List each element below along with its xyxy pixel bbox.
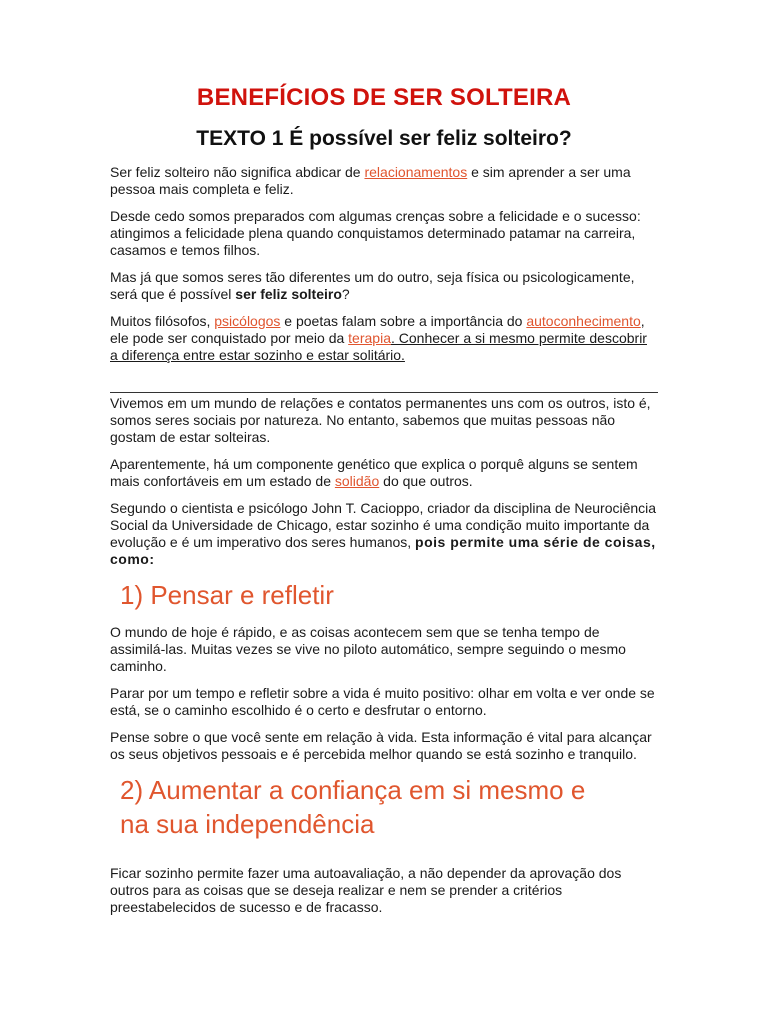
- paragraph-3: [110, 269, 658, 303]
- link-relacionamentos[interactable]: relacionamentos: [364, 164, 468, 180]
- text: Muitos filósofos,: [110, 313, 215, 329]
- paragraph-2: Desde cedo somos preparados com algumas crenças sobre a felicidade e o sucesso: atingimos a felicidade plena quando conquistamos determinado patamar na carreira, casamos e temos filhos.: [110, 208, 641, 258]
- document-content: [110, 82, 658, 926]
- paragraph-11: Ficar sozinho permite fazer uma autoavaliação, a não depender da aprovação dos outros para as coisas que se deseja realizar e nem se prender a critérios preestabelecidos de sucesso e de fracasso.: [110, 865, 622, 915]
- text: e poetas falam sobre a importância do: [280, 313, 527, 329]
- link-autoconhecimento[interactable]: autoconhecimento: [526, 313, 641, 329]
- divider: [110, 392, 658, 393]
- section-heading-1: 1) Pensar e refletir: [120, 580, 334, 610]
- bold-text: ser feliz solteiro: [235, 286, 342, 302]
- link-psicologos[interactable]: psicólogos: [214, 313, 281, 329]
- link-terapia[interactable]: terapia: [348, 330, 391, 346]
- paragraph-9: Parar por um tempo e refletir sobre a vida é muito positivo: olhar em volta e ver onde se está, se o caminho escolhido é o certo e desfrutar o entorno.: [110, 685, 655, 718]
- text: Segundo o cientista e psicólogo John T. Cacioppo, criador da disciplina de Neurociência Social da Universidade de Chicago, estar sozinho é uma condição muito importante da evolução e é um imperativo dos seres humanos,: [110, 500, 657, 550]
- paragraph-1: [110, 164, 658, 198]
- bold-text: pois permite uma série de coisas, como:: [110, 534, 656, 567]
- link-solidao[interactable]: solidão: [334, 473, 380, 489]
- section-heading-2: 2) Aumentar a confiança em si mesmo e na sua independência: [120, 775, 586, 839]
- document-subtitle: TEXTO 1 É possível ser feliz solteiro?: [196, 127, 572, 150]
- text: e sim aprender a ser uma pessoa mais completa e feliz.: [110, 164, 631, 197]
- text: Ser feliz solteiro não significa abdicar de: [110, 164, 365, 180]
- paragraph-10: Pense sobre o que você sente em relação à vida. Esta informação é vital para alcançar os seus objetivos pessoais e é percebida melhor quando se está sozinho e tranquilo.: [110, 729, 652, 762]
- paragraph-8: O mundo de hoje é rápido, e as coisas acontecem sem que se tenha tempo de assimilá-las. Muitas vezes se vive no piloto automático, sempre seguindo o mesmo caminho.: [110, 624, 626, 674]
- text: , ele pode ser conquistado por meio da: [110, 313, 645, 346]
- paragraph-5: Vivemos em um mundo de relações e contatos permanentes uns com os outros, isto é, somos seres sociais por natureza. No entanto, sabemos que muitas pessoas não gostam de estar solteiras.: [110, 395, 651, 445]
- text: Aparentemente, há um componente genético que explica o porquê alguns se sentem mais confortáveis em um estado de: [110, 456, 638, 489]
- document-title: BENEFÍCIOS DE SER SOLTEIRA: [196, 84, 572, 111]
- text: . Conhecer a si mesmo permite descobrir a diferença entre estar sozinho e estar solitário.: [110, 330, 647, 363]
- text: do que outros.: [379, 473, 473, 489]
- paragraph-4: [110, 313, 658, 364]
- paragraph-6: [110, 456, 658, 490]
- text: ?: [341, 286, 350, 302]
- text: Mas já que somos seres tão diferentes um do outro, seja física ou psicologicamente, será que é possível: [110, 269, 635, 302]
- paragraph-7: [110, 500, 658, 568]
